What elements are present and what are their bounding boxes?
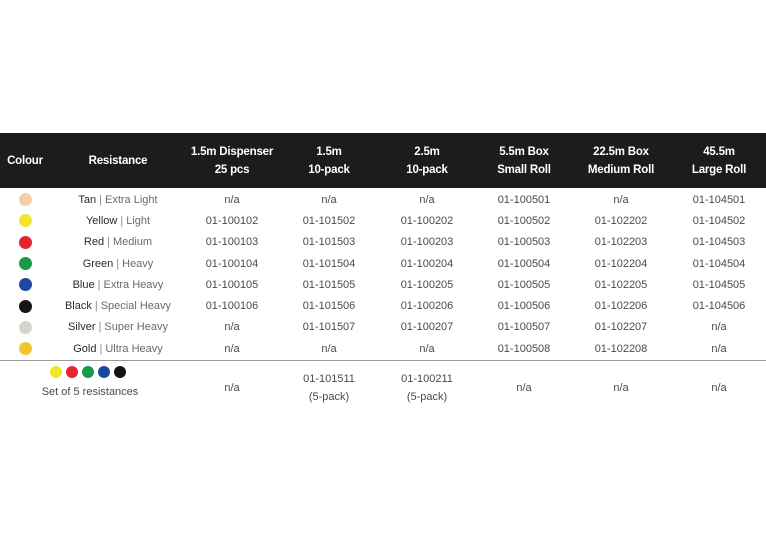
header-cell (279, 133, 379, 188)
resistance-level: Heavy (122, 257, 154, 270)
resistance-level: Super Heavy (104, 321, 168, 334)
set-code-line2: (5-pack) (406, 391, 448, 404)
resistance-separator: | (99, 193, 102, 206)
resistance-name: Green (82, 257, 114, 270)
set-product-code (279, 362, 379, 414)
resistance-level: Extra Heavy (103, 278, 164, 291)
product-code: 01-101502 (302, 214, 356, 227)
product-code: 01-100502 (497, 214, 551, 227)
product-code: 01-100105 (205, 278, 259, 291)
table-row (0, 296, 766, 317)
table-divider (0, 360, 766, 361)
header-cell (0, 133, 70, 188)
resistance-cell (48, 296, 188, 317)
resistance-level: Light (126, 214, 151, 227)
header-line1: Colour (7, 154, 43, 167)
table-row (0, 274, 766, 295)
product-code: 01-100102 (205, 214, 259, 227)
product-code: 01-100504 (497, 257, 551, 270)
header-line1: Resistance (88, 154, 148, 167)
resistance-cell (48, 189, 188, 210)
product-code: 01-101507 (302, 321, 356, 334)
product-code: 01-100204 (400, 257, 454, 270)
set-code-line1: n/a (224, 382, 240, 395)
product-code: 01-102202 (594, 214, 648, 227)
product-code: 01-104502 (692, 214, 746, 227)
product-code: 01-104506 (692, 300, 746, 313)
header-line2: Small Roll (497, 163, 551, 176)
header-cell (377, 133, 477, 188)
set-code-line1: n/a (711, 382, 727, 395)
set-product-code (571, 362, 671, 414)
resistance-cell (48, 274, 188, 295)
resistance-cell (48, 338, 188, 359)
resistance-level: Medium (112, 236, 153, 249)
resistance-name: Silver (68, 321, 96, 334)
set-row (0, 362, 766, 414)
product-code: 01-100103 (205, 236, 259, 249)
product-code: 01-100206 (400, 300, 454, 313)
product-code: 01-104505 (692, 278, 746, 291)
product-code: 01-102204 (594, 257, 648, 270)
product-code: 01-100506 (497, 300, 551, 313)
colour-swatch (19, 342, 32, 355)
product-code: n/a (419, 342, 435, 355)
product-code: 01-101505 (302, 278, 356, 291)
header-line1: 5.5m Box (499, 145, 549, 158)
product-code: 01-102208 (594, 342, 648, 355)
resistance-name: Black (64, 300, 92, 313)
header-line2: Medium Roll (587, 163, 655, 176)
colour-swatch (19, 257, 32, 270)
resistance-name: Blue (72, 278, 95, 291)
header-line2: Large Roll (691, 163, 747, 176)
resistance-separator: | (97, 278, 101, 291)
set-code-line1: 01-100211 (401, 373, 453, 386)
set-swatch (82, 366, 94, 378)
product-code: 01-100106 (205, 300, 259, 313)
product-code: 01-102206 (594, 300, 648, 313)
resistance-separator: | (99, 342, 103, 355)
product-code: 01-101506 (302, 300, 356, 313)
resistance-separator: | (94, 300, 98, 313)
product-code: 01-100505 (497, 278, 551, 291)
header-line1: 1.5m (316, 145, 342, 158)
set-code-line2: (5-pack) (308, 391, 350, 404)
set-swatches (50, 366, 140, 380)
resistance-name: Tan (78, 193, 97, 206)
product-code: 01-101503 (302, 236, 356, 249)
colour-swatch (19, 278, 32, 291)
product-code: 01-100501 (497, 193, 551, 206)
resistance-name: Yellow (85, 214, 118, 227)
product-code: n/a (224, 342, 240, 355)
header-line1: 45.5m (703, 145, 735, 158)
set-code-line1: n/a (613, 382, 629, 395)
product-code: 01-104501 (692, 193, 746, 206)
product-code: 01-100207 (400, 321, 454, 334)
product-code: 01-100508 (497, 342, 551, 355)
resistance-cell (48, 253, 188, 274)
resistance-separator: | (120, 214, 124, 227)
product-code: 01-104503 (692, 236, 746, 249)
product-code: 01-100202 (400, 214, 454, 227)
product-code: 01-100104 (205, 257, 259, 270)
table-row (0, 210, 766, 231)
product-code: 01-100205 (400, 278, 454, 291)
set-product-code (474, 362, 574, 414)
product-code: n/a (321, 193, 337, 206)
product-code: n/a (224, 321, 240, 334)
colour-swatch (19, 193, 32, 206)
set-label: Set of 5 resistances (41, 386, 139, 399)
colour-swatch (19, 214, 32, 227)
set-code-line1: n/a (516, 382, 532, 395)
resistance-separator: | (116, 257, 120, 270)
resistance-cell (48, 232, 188, 253)
table-row (0, 317, 766, 338)
product-code: n/a (711, 342, 727, 355)
set-code-line1: 01-101511 (303, 373, 355, 386)
colour-swatch (19, 236, 32, 249)
product-code: 01-102207 (594, 321, 648, 334)
header-line1: 1.5m Dispenser (190, 145, 274, 158)
header-line1: 22.5m Box (593, 145, 649, 158)
resistance-level: Ultra Heavy (105, 342, 163, 355)
set-product-code (182, 362, 282, 414)
table-row (0, 253, 766, 274)
resistance-name: Red (83, 236, 105, 249)
set-swatch (66, 366, 78, 378)
header-cell (182, 133, 282, 188)
colour-swatch (19, 300, 32, 313)
table-header (0, 133, 766, 188)
header-cell (571, 133, 671, 188)
product-code: 01-101504 (302, 257, 356, 270)
product-code: n/a (419, 193, 435, 206)
header-cell (669, 133, 766, 188)
table-row (0, 232, 766, 253)
product-code: 01-100507 (497, 321, 551, 334)
product-code: n/a (711, 321, 727, 334)
header-cell (474, 133, 574, 188)
product-code: 01-100503 (497, 236, 551, 249)
header-line2: 10-pack (308, 163, 350, 176)
set-product-code (377, 362, 477, 414)
table-row (0, 338, 766, 359)
header-line1: 2.5m (414, 145, 440, 158)
table-row (0, 189, 766, 210)
product-code: 01-100203 (400, 236, 454, 249)
product-code: n/a (321, 342, 337, 355)
colour-swatch (19, 321, 32, 334)
set-swatch (114, 366, 126, 378)
header-line2: 10-pack (406, 163, 448, 176)
product-code: 01-102205 (594, 278, 648, 291)
set-swatch (50, 366, 62, 378)
resistance-separator: | (107, 236, 110, 249)
product-code: 01-104504 (692, 257, 746, 270)
resistance-level: Extra Light (105, 193, 158, 206)
set-swatch (98, 366, 110, 378)
product-code: 01-102203 (594, 236, 648, 249)
header-line2: 25 pcs (214, 163, 250, 176)
product-code: n/a (613, 193, 629, 206)
resistance-level: Special Heavy (100, 300, 172, 313)
resistance-name: Gold (73, 342, 97, 355)
product-code: n/a (224, 193, 240, 206)
header-cell (73, 133, 163, 188)
set-product-code (669, 362, 766, 414)
resistance-cell (48, 317, 188, 338)
resistance-cell (48, 210, 188, 231)
resistance-separator: | (98, 321, 102, 334)
